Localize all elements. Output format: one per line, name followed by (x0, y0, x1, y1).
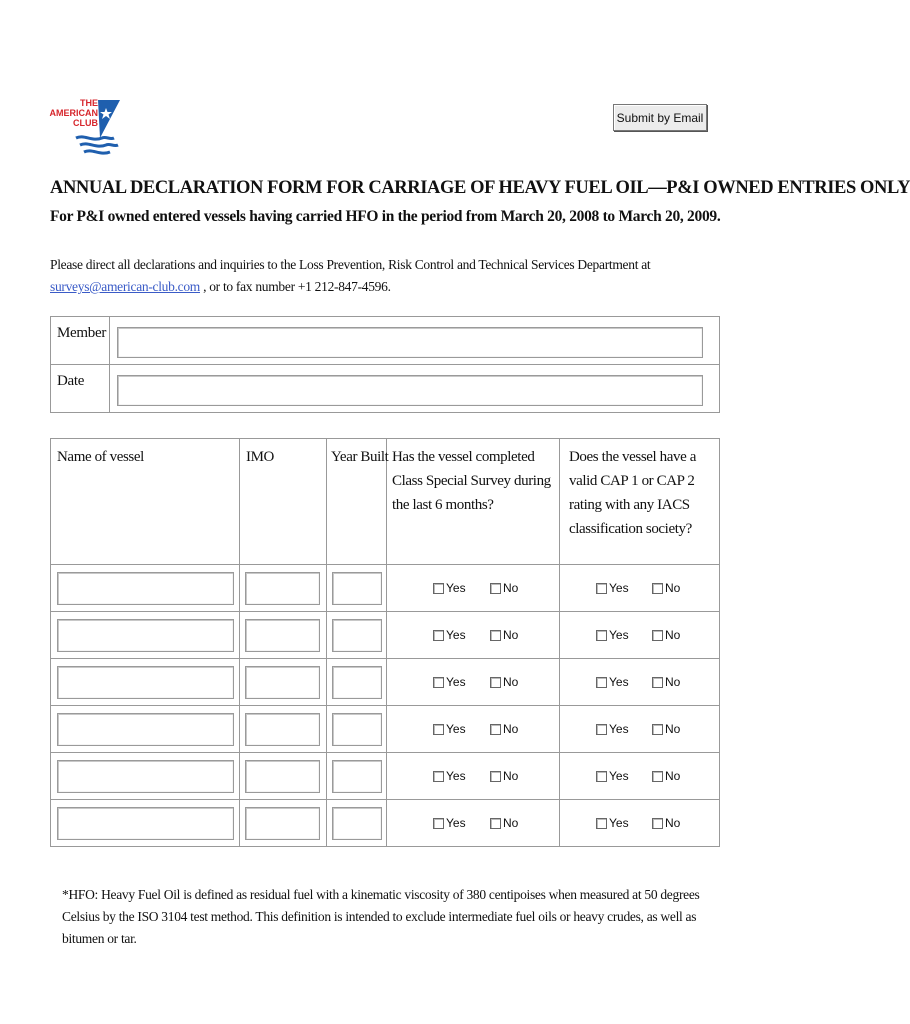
checkbox-icon[interactable] (652, 771, 663, 782)
checkbox-icon[interactable] (433, 724, 444, 735)
cap-yes-checkbox[interactable] (596, 816, 629, 830)
column-divider (109, 317, 110, 364)
imo-input[interactable] (245, 713, 320, 746)
checkbox-icon[interactable] (433, 583, 444, 594)
checkbox-icon[interactable] (433, 771, 444, 782)
checkbox-icon[interactable] (490, 771, 501, 782)
member-row (51, 317, 719, 365)
intro-text-before: Please direct all declarations and inquiries to the Loss Prevention, Risk Control and Technical Services Department at (50, 257, 651, 272)
header-vessel-name: Name of vessel (57, 449, 144, 465)
year-built-input[interactable] (332, 666, 382, 699)
checkbox-icon[interactable] (596, 724, 607, 735)
checkbox-icon[interactable] (652, 724, 663, 735)
survey-yes-checkbox[interactable] (433, 769, 466, 783)
survey-no-checkbox[interactable] (490, 722, 518, 736)
survey-no-checkbox[interactable] (490, 581, 518, 595)
checkbox-label: No (503, 722, 519, 736)
checkbox-icon[interactable] (433, 818, 444, 829)
table-row (51, 753, 719, 800)
checkbox-icon[interactable] (652, 583, 663, 594)
checkbox-label: Yes (609, 675, 629, 689)
header-special-survey: Has the vessel completed Class Special Survey during the last 6 months? (392, 449, 551, 513)
checkbox-icon[interactable] (652, 818, 663, 829)
cap-yes-checkbox[interactable] (596, 628, 629, 642)
imo-input[interactable] (245, 666, 320, 699)
imo-input[interactable] (245, 572, 320, 605)
table-row (51, 800, 719, 847)
year-built-input[interactable] (332, 619, 382, 652)
cap-no-checkbox[interactable] (652, 675, 680, 689)
checkbox-icon[interactable] (490, 724, 501, 735)
checkbox-icon[interactable] (490, 818, 501, 829)
checkbox-label: Yes (609, 769, 629, 783)
year-built-input[interactable] (332, 572, 382, 605)
page-title: ANNUAL DECLARATION FORM FOR CARRIAGE OF HEAVY FUEL OIL—P&I OWNED ENTRIES ONLY (50, 178, 910, 198)
column-divider (109, 365, 110, 413)
checkbox-label: No (503, 769, 519, 783)
checkbox-label: Yes (446, 628, 466, 642)
cap-no-checkbox[interactable] (652, 816, 680, 830)
checkbox-label: No (665, 816, 681, 830)
cap-yes-checkbox[interactable] (596, 581, 629, 595)
imo-input[interactable] (245, 760, 320, 793)
checkbox-label: Yes (609, 722, 629, 736)
checkbox-icon[interactable] (433, 630, 444, 641)
email-link[interactable]: surveys@american-club.com (50, 279, 200, 294)
checkbox-label: Yes (446, 816, 466, 830)
member-date-box (50, 316, 720, 413)
checkbox-label: No (503, 628, 519, 642)
checkbox-icon[interactable] (490, 583, 501, 594)
survey-yes-checkbox[interactable] (433, 816, 466, 830)
cap-no-checkbox[interactable] (652, 769, 680, 783)
checkbox-label: Yes (609, 628, 629, 642)
date-label: Date (57, 373, 85, 389)
year-built-input[interactable] (332, 713, 382, 746)
table-row (51, 706, 719, 753)
table-row (51, 612, 719, 659)
checkbox-icon[interactable] (596, 630, 607, 641)
survey-yes-checkbox[interactable] (433, 722, 466, 736)
imo-input[interactable] (245, 619, 320, 652)
checkbox-label: No (503, 675, 519, 689)
vessel-name-input[interactable] (57, 572, 234, 605)
checkbox-icon[interactable] (596, 677, 607, 688)
header-imo: IMO (246, 449, 274, 465)
checkbox-label: Yes (446, 581, 466, 595)
hfo-footnote: *HFO: Heavy Fuel Oil is defined as residual fuel with a kinematic viscosity of 380 centipoises when measured at 50 degrees Celsius by the ISO 3104 test method. This definition is intended to exclude intermediate fuel oils or heavy crudes, as well as bitumen or tar. (62, 887, 700, 946)
imo-input[interactable] (245, 807, 320, 840)
checkbox-label: Yes (609, 581, 629, 595)
table-row (51, 659, 719, 706)
submit-by-email-button[interactable]: Submit by Email (613, 104, 707, 131)
vessel-name-input[interactable] (57, 713, 234, 746)
year-built-input[interactable] (332, 760, 382, 793)
checkbox-icon[interactable] (596, 818, 607, 829)
cap-yes-checkbox[interactable] (596, 769, 629, 783)
checkbox-label: Yes (609, 816, 629, 830)
checkbox-icon[interactable] (433, 677, 444, 688)
member-label: Member (57, 325, 107, 341)
header-cap-rating: Does the vessel have a valid CAP 1 or CAP 2 rating with any IACS classification society? (569, 449, 696, 537)
checkbox-label: No (665, 581, 681, 595)
page-subtitle: For P&I owned entered vessels having carried HFO in the period from March 20, 2008 to March 20, 2009. (50, 208, 721, 225)
header-year-built: Year Built (331, 449, 389, 465)
member-input[interactable] (117, 327, 703, 358)
checkbox-label: No (665, 769, 681, 783)
american-club-logo (40, 98, 130, 160)
checkbox-label: Yes (446, 769, 466, 783)
cap-yes-checkbox[interactable] (596, 722, 629, 736)
cap-yes-checkbox[interactable] (596, 675, 629, 689)
survey-no-checkbox[interactable] (490, 675, 518, 689)
vessel-name-input[interactable] (57, 666, 234, 699)
cap-no-checkbox[interactable] (652, 581, 680, 595)
survey-no-checkbox[interactable] (490, 816, 518, 830)
survey-no-checkbox[interactable] (490, 769, 518, 783)
checkbox-icon[interactable] (652, 677, 663, 688)
vessel-name-input[interactable] (57, 760, 234, 793)
date-row (51, 365, 719, 413)
year-built-input[interactable] (332, 807, 382, 840)
survey-yes-checkbox[interactable] (433, 675, 466, 689)
survey-yes-checkbox[interactable] (433, 581, 466, 595)
table-header (51, 439, 719, 565)
survey-no-checkbox[interactable] (490, 628, 518, 642)
cap-no-checkbox[interactable] (652, 722, 680, 736)
checkbox-icon[interactable] (596, 583, 607, 594)
checkbox-icon[interactable] (596, 771, 607, 782)
checkbox-label: No (503, 816, 519, 830)
checkbox-icon[interactable] (490, 630, 501, 641)
cap-no-checkbox[interactable] (652, 628, 680, 642)
logo-wordmark: THE AMERICAN CLUB (49, 98, 98, 128)
checkbox-label: No (665, 675, 681, 689)
checkbox-label: Yes (446, 675, 466, 689)
vessel-name-input[interactable] (57, 807, 234, 840)
checkbox-label: No (665, 722, 681, 736)
table-row (51, 565, 719, 612)
checkbox-icon[interactable] (652, 630, 663, 641)
vessel-table (50, 438, 720, 847)
checkbox-icon[interactable] (490, 677, 501, 688)
intro-text-after: , or to fax number +1 212-847-4596. (200, 279, 391, 294)
checkbox-label: Yes (446, 722, 466, 736)
checkbox-label: No (503, 581, 519, 595)
intro-paragraph (50, 254, 730, 298)
survey-yes-checkbox[interactable] (433, 628, 466, 642)
date-input[interactable] (117, 375, 703, 406)
vessel-name-input[interactable] (57, 619, 234, 652)
checkbox-label: No (665, 628, 681, 642)
